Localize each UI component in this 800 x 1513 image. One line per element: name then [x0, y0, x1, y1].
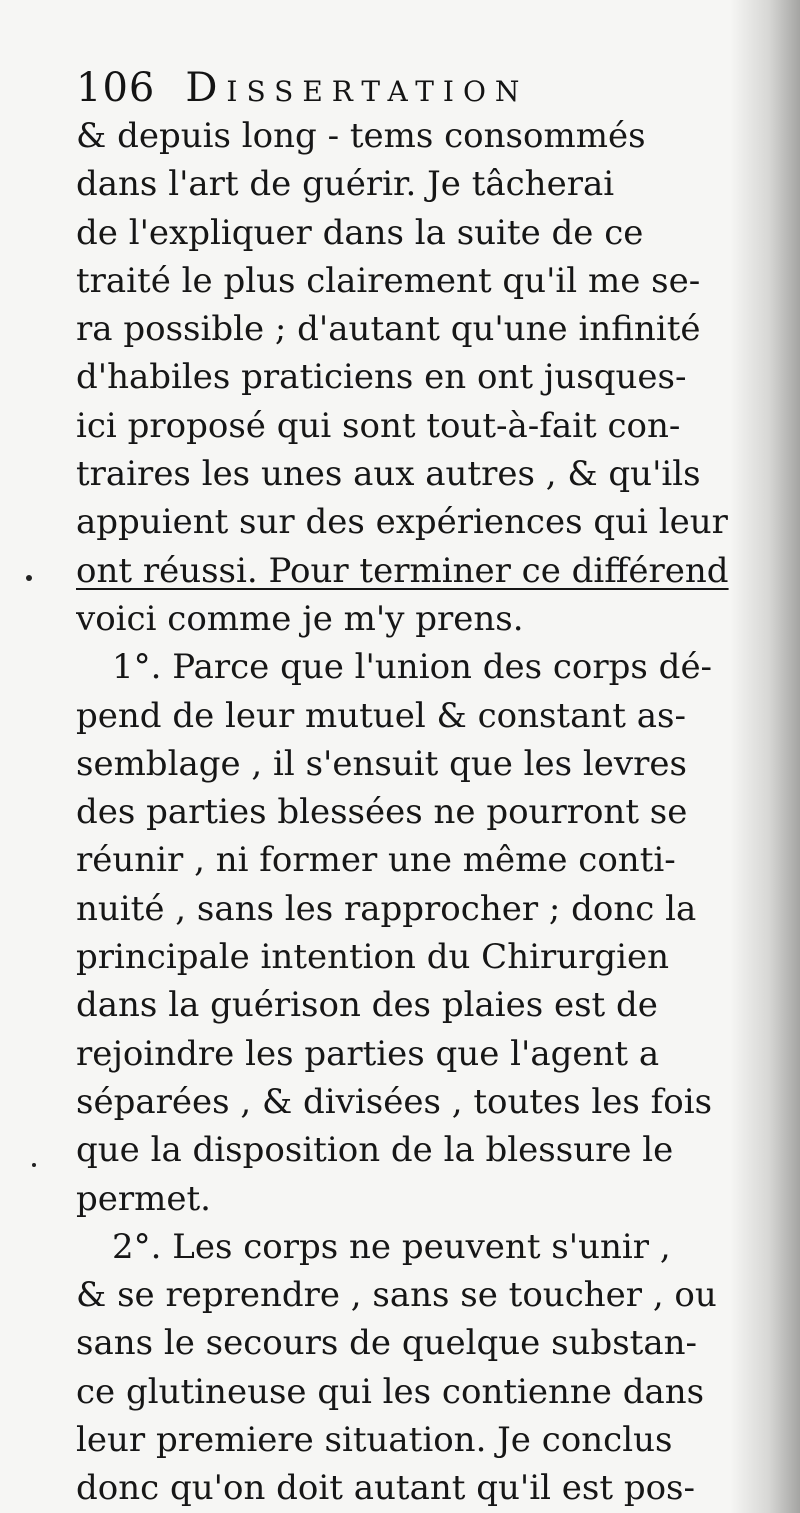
- ink-speck: [32, 1163, 36, 1167]
- text-line: voici comme je m'y prens.: [76, 598, 524, 639]
- text-line: principale intention du Chirurgien: [76, 937, 670, 978]
- page-number: 106: [76, 65, 156, 111]
- text-line: leur premiere situation. Je conclus: [76, 1420, 673, 1461]
- page-edge-shadow: [730, 0, 800, 1513]
- text-line: pend de leur mutuel & constant as-: [76, 695, 686, 736]
- text-line: dans l'art de guérir. Je tâcherai: [76, 164, 615, 205]
- text-line: ra possible ; d'autant qu'une infinité: [76, 309, 701, 350]
- text-line: des parties blessées ne pourront se: [76, 792, 688, 833]
- text-line: permet.: [76, 1178, 211, 1219]
- text-line: que la disposition de la blessure le: [76, 1130, 674, 1171]
- paragraph-first-line: 1°. Parce que l'union des corps dé-: [112, 647, 713, 688]
- body-text: [76, 112, 736, 1513]
- text-line: rejoindre les parties que l'agent a: [76, 1033, 660, 1074]
- text-line: appuient sur des expériences qui leur: [76, 502, 728, 543]
- text-line: de l'expliquer dans la suite de ce: [76, 212, 644, 253]
- text-line: traité le plus clairement qu'il me se-: [76, 260, 701, 301]
- text-line: semblage , il s'ensuit que les levres: [76, 743, 687, 784]
- text-line: réunir , ni former une même conti-: [76, 840, 676, 881]
- text-line: & se reprendre , sans se toucher , ou: [76, 1275, 717, 1316]
- paragraph-first-line: 2°. Les corps ne peuvent s'unir ,: [112, 1226, 671, 1267]
- text-line: ce glutineuse qui les contienne dans: [76, 1371, 705, 1412]
- running-head: [76, 62, 528, 114]
- text-line: nuité , sans les rapprocher ; donc la: [76, 888, 697, 929]
- text-line: dans la guérison des plaies est de: [76, 985, 658, 1026]
- text-line: donc qu'on doit autant qu'il est pos-: [76, 1468, 695, 1509]
- text-line: ici proposé qui sont tout-à-fait con-: [76, 405, 681, 446]
- ink-speck: [26, 575, 32, 581]
- text-line: d'habiles praticiens en ont jusques-: [76, 357, 687, 398]
- text-line-underlined: [76, 547, 736, 595]
- text-line: traires les unes aux autres , & qu'ils: [76, 454, 701, 495]
- text-line: sans le secours de quelque substan-: [76, 1323, 697, 1364]
- running-title: Dissertation: [185, 65, 529, 111]
- text-line: & depuis long - tems consommés: [76, 116, 646, 156]
- text-line: séparées , & divisées , toutes les fois: [76, 1081, 713, 1122]
- underlined-text: ont réussi. Pour terminer ce différend: [76, 550, 729, 591]
